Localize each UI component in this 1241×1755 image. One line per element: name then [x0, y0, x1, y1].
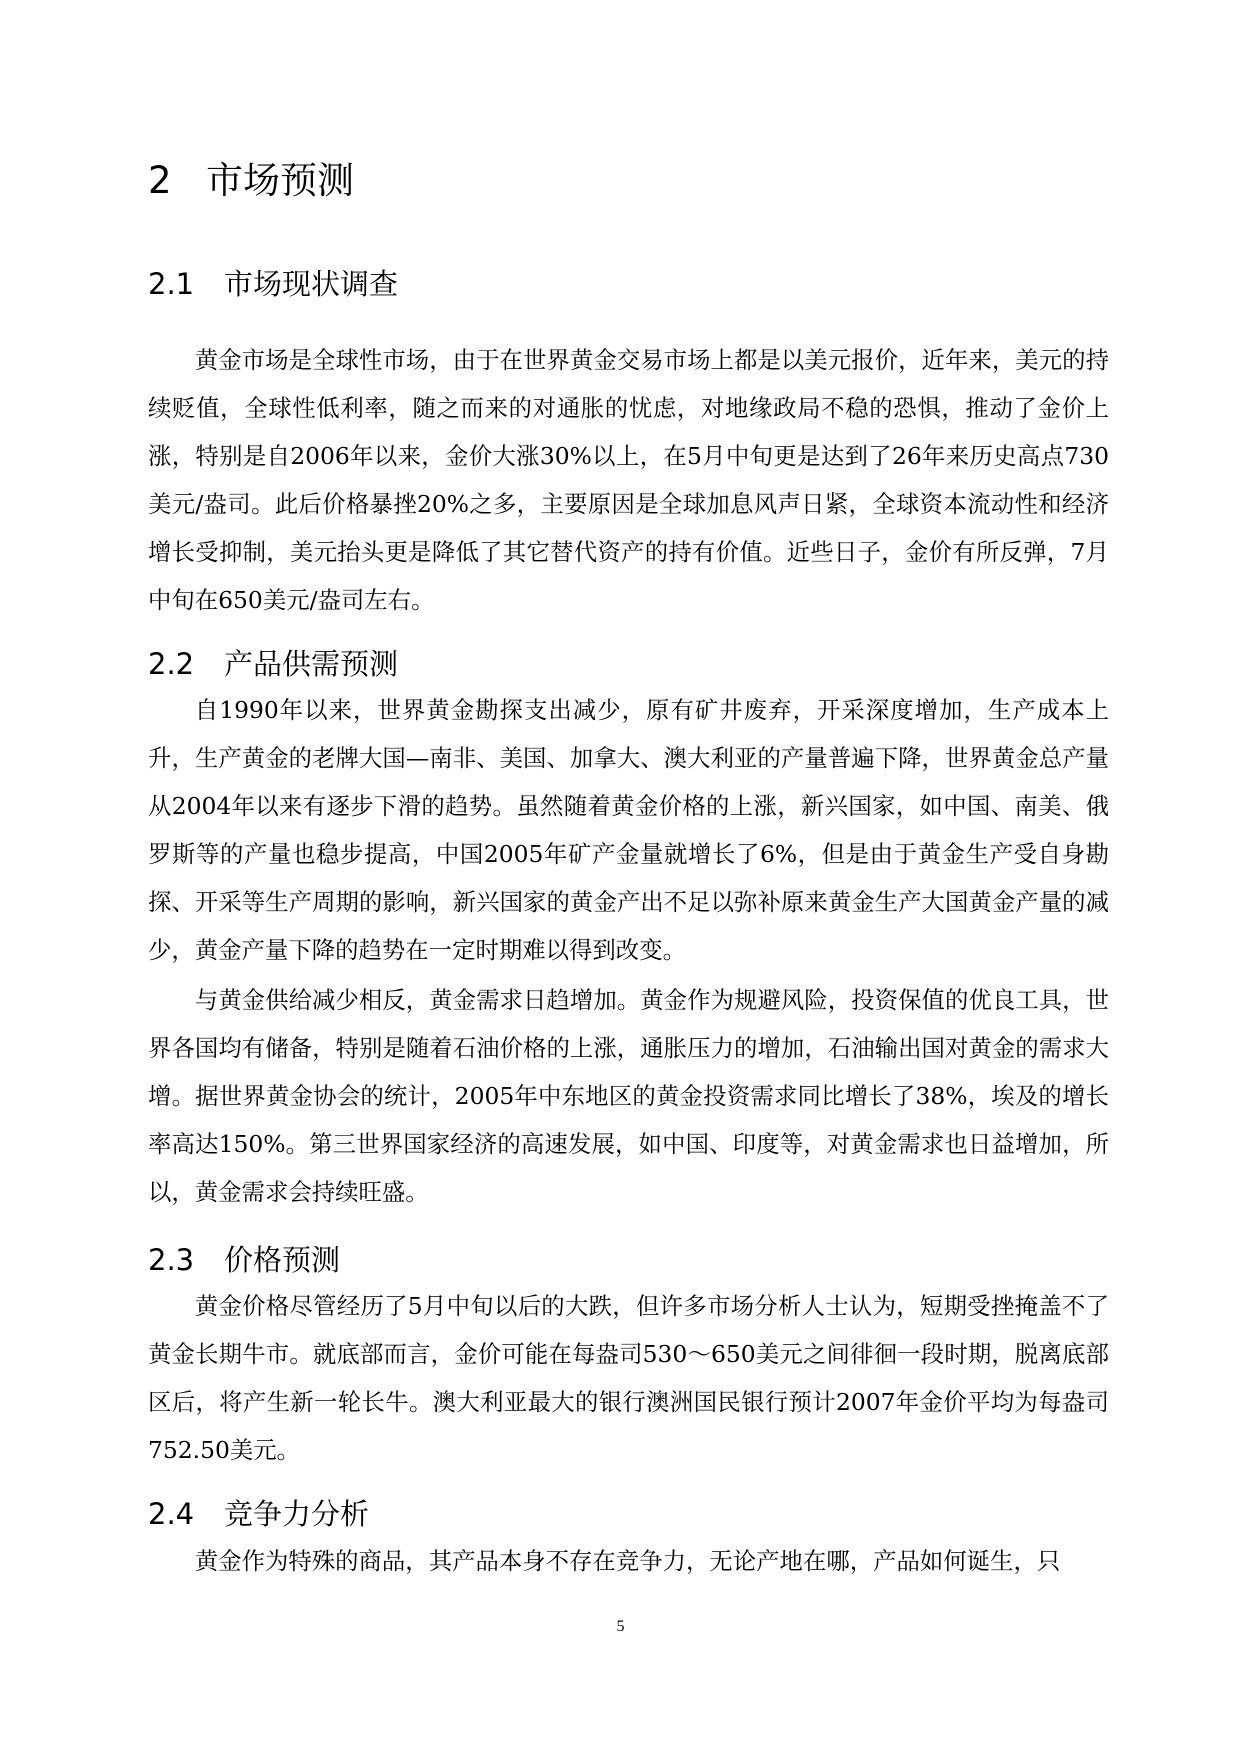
section-heading-2-3	[148, 1238, 340, 1279]
section-heading-2-1	[148, 262, 398, 303]
paragraph-market-status: 黄金市场是全球性市场，由于在世界黄金交易市场上都是以美元报价，近年来，美元的持续贬值，全球性低利率，随之而来的对通胀的忧虑，对地缘政局不稳的恐惧，推动了金价上涨，特别是自2006年以来，金价大涨30%以上，在5月中旬更是达到了26年来历史高点730美元/盎司。此后价格暴挫20%之多，主要原因是全球加息风声日紧，全球资本流动性和经济增长受抑制，美元抬头更是降低了其它替代资产的持有价值。近些日子，金价有所反弹，7月中旬在650美元/盎司左右。	[148, 346, 1109, 614]
section-heading-2-2	[148, 642, 398, 683]
page-number: 5	[616, 1618, 625, 1635]
paragraph-competitiveness: 黄金作为特殊的商品，其产品本身不存在竞争力，无论产地在哪，产品如何诞生，只	[194, 1547, 1061, 1575]
paragraph-demand: 与黄金供给减少相反，黄金需求日趋增加。黄金作为规避风险，投资保值的优良工具，世界各国均有储备，特别是随着石油价格的上涨，通胀压力的增加，石油输出国对黄金的需求大增。据世界黄金协会的统计，2005年中东地区的黄金投资需求同比增长了38%，埃及的增长率高达150%。第三世界国家经济的高速发展，如中国、印度等，对黄金需求也日益增加，所以，黄金需求会持续旺盛。	[148, 986, 1109, 1206]
section-title: 价格预测	[224, 1243, 341, 1277]
section-title: 市场现状调查	[224, 267, 399, 301]
section-title: 产品供需预测	[224, 647, 399, 681]
section-title: 竞争力分析	[224, 1497, 370, 1531]
section-number: 2.2	[148, 647, 195, 681]
section-number: 2.1	[148, 267, 195, 301]
chapter-number: 2	[148, 159, 172, 202]
section-number: 2.4	[148, 1497, 195, 1531]
chapter-heading	[148, 150, 354, 204]
paragraph-price-forecast: 黄金价格尽管经历了5月中旬以后的大跌，但许多市场分析人士认为，短期受挫掩盖不了黄金长期牛市。就底部而言，金价可能在每盎司530～650美元之间徘徊一段时期，脱离底部区后，将产生新一轮长牛。澳大利亚最大的银行澳洲国民银行预计2007年金价平均为每盎司752.50美元。	[148, 1292, 1109, 1464]
section-number: 2.3	[148, 1243, 195, 1277]
chapter-title: 市场预测	[206, 159, 354, 202]
paragraph-supply: 自1990年以来，世界黄金勘探支出减少，原有矿井废弃，开采深度增加，生产成本上升，生产黄金的老牌大国—南非、美国、加拿大、澳大利亚的产量普遍下降，世界黄金总产量从2004年以来有逐步下滑的趋势。虽然随着黄金价格的上涨，新兴国家，如中国、南美、俄罗斯等的产量也稳步提高，中国2005年矿产金量就增长了6%，但是由于黄金生产受自身勘探、开采等生产周期的影响，新兴国家的黄金产出不足以弥补原来黄金生产大国黄金产量的减少，黄金产量下降的趋势在一定时期难以得到改变。	[148, 696, 1109, 964]
section-heading-2-4	[148, 1492, 369, 1533]
